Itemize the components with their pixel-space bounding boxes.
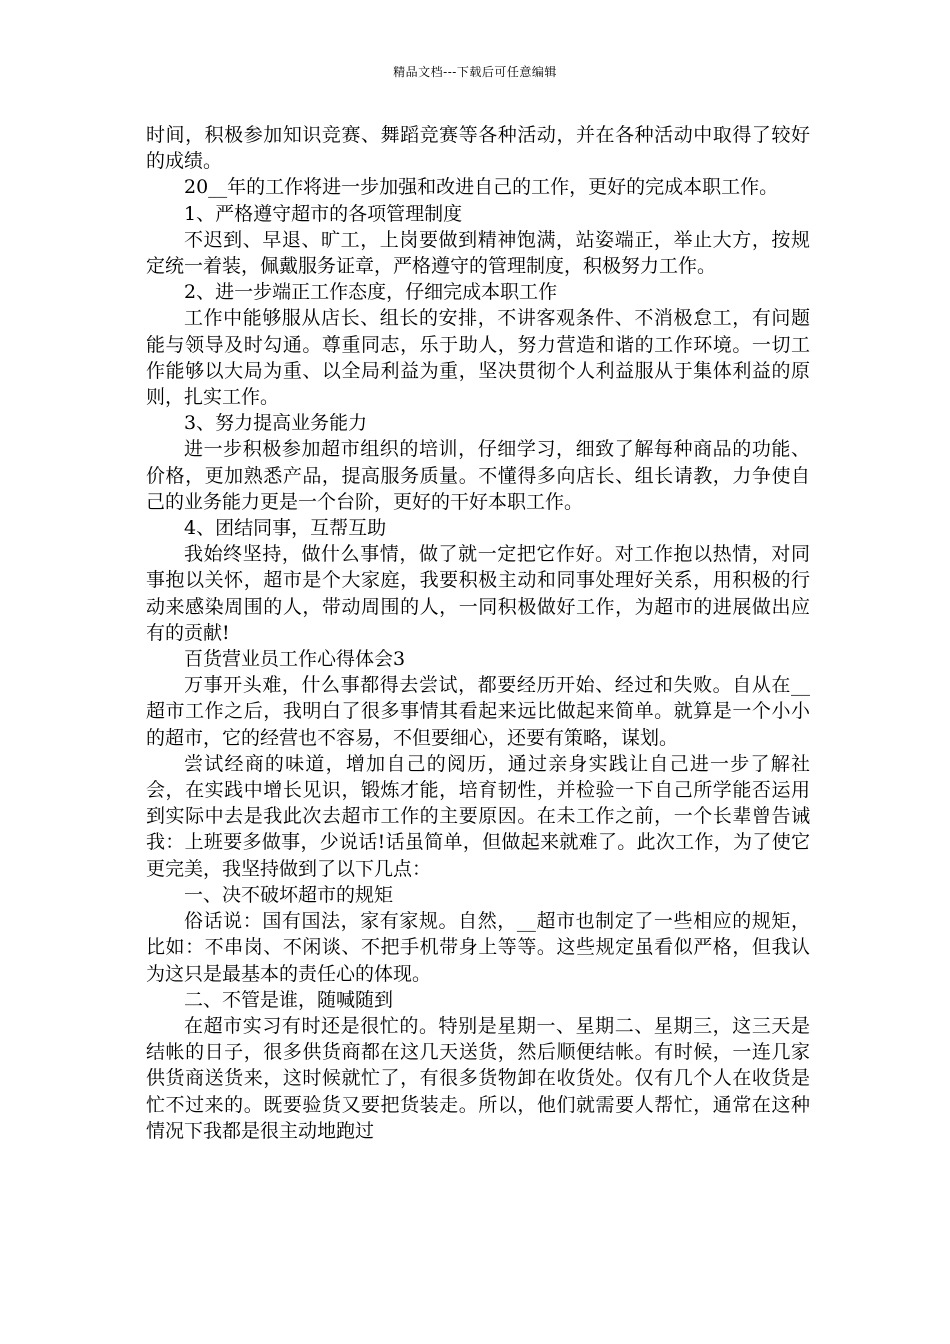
paragraph: 工作中能够服从店长、组长的安排，不讲客观条件、不消极怠工，有问题能与领导及时勾通。尊重同志，乐于助人，努力营造和谐的工作环境。一切工作能够以大局为重、以全局利益为重，坚决贯彻个人利益服从于集体利益的原则，扎实工作。	[146, 307, 810, 409]
paragraph: 4、团结同事，互帮互助	[184, 517, 387, 540]
paragraph: 进一步积极参加超市组织的培训，仔细学习，细致了解每种商品的功能、价格，更加熟悉产品，提高服务质量。不懂得多向店长、组长请教，力争使自己的业务能力更是一个台阶，更好的干好本职工作。	[146, 438, 810, 513]
paragraph: 时间，积极参加知识竞赛、舞蹈竞赛等各种活动，并在各种活动中取得了较好的成绩。	[146, 124, 810, 173]
paragraph: 一、决不破坏超市的规矩	[184, 883, 394, 906]
paragraph: 我始终坚持，做什么事情，做了就一定把它作好。对工作抱以热情，对同事抱以关怀，超市是个大家庭，我要积极主动和同事处理好关系，用积极的行动来感染周围的人，带动周围的人，一同积极做好工作，为超市的进展做出应有的贡献!	[146, 543, 810, 644]
paragraph: 3、努力提高业务能力	[184, 412, 368, 435]
document-body	[146, 122, 810, 1144]
paragraph: 俗话说：国有国法，家有家规。自然，__超市也制定了一些相应的规矩，比如：不串岗、不闲谈、不把手机带身上等等。这些规定虽看似严格，但我认为这只是最基本的责任心的体现。	[146, 910, 810, 985]
paragraph: 百货营业员工作心得体会3	[184, 648, 406, 671]
paragraph: 在超市实习有时还是很忙的。特别是星期一、星期二、星期三，这三天是结帐的日子，很多供货商都在这几天送货，然后顺便结帐。有时候，一连几家供货商送货来，这时候就忙了，有很多货物卸在收货处。仅有几个人在收货是忙不过来的。既要验货又要把货装走。所以，他们就需要人帮忙，通常在这种情况下我都是很主动地跑过	[146, 1014, 810, 1142]
paragraph: 1、严格遵守超市的各项管理制度	[184, 202, 463, 225]
paragraph: 2、进一步端正工作态度，仔细完成本职工作	[184, 281, 558, 304]
page-header: 精品文档---下载后可任意编辑	[393, 65, 557, 79]
paragraph: 万事开头难，什么事都得去尝试，都要经历开始、经过和失败。自从在__超市工作之后，我明白了很多事情其看起来远比做起来简单。就算是一个小小的超市，它的经营也不容易，不但要细心，还要有策略，谋划。	[146, 674, 810, 749]
paragraph: 尝试经商的味道，增加自己的阅历，通过亲身实践让自己进一步了解社会，在实践中增长见识，锻炼才能，培育韧性，并检验一下自己所学能否运用到实际中去是我此次去超市工作的主要原因。在未工作之前，一个长辈曾告诫我：上班要多做事，少说话!话虽简单，但做起来就难了。此次工作，为了使它更完美，我坚持做到了以下几点：	[146, 752, 810, 880]
paragraph: 不迟到、早退、旷工，上岗要做到精神饱满，站姿端正，举止大方，按规定统一着装，佩戴服务证章，严格遵守的管理制度，积极努力工作。	[146, 228, 810, 278]
paragraph: 二、不管是谁，随喊随到	[184, 988, 394, 1011]
paragraph: 20__年的工作将进一步加强和改进自己的工作，更好的完成本职工作。	[184, 176, 779, 199]
